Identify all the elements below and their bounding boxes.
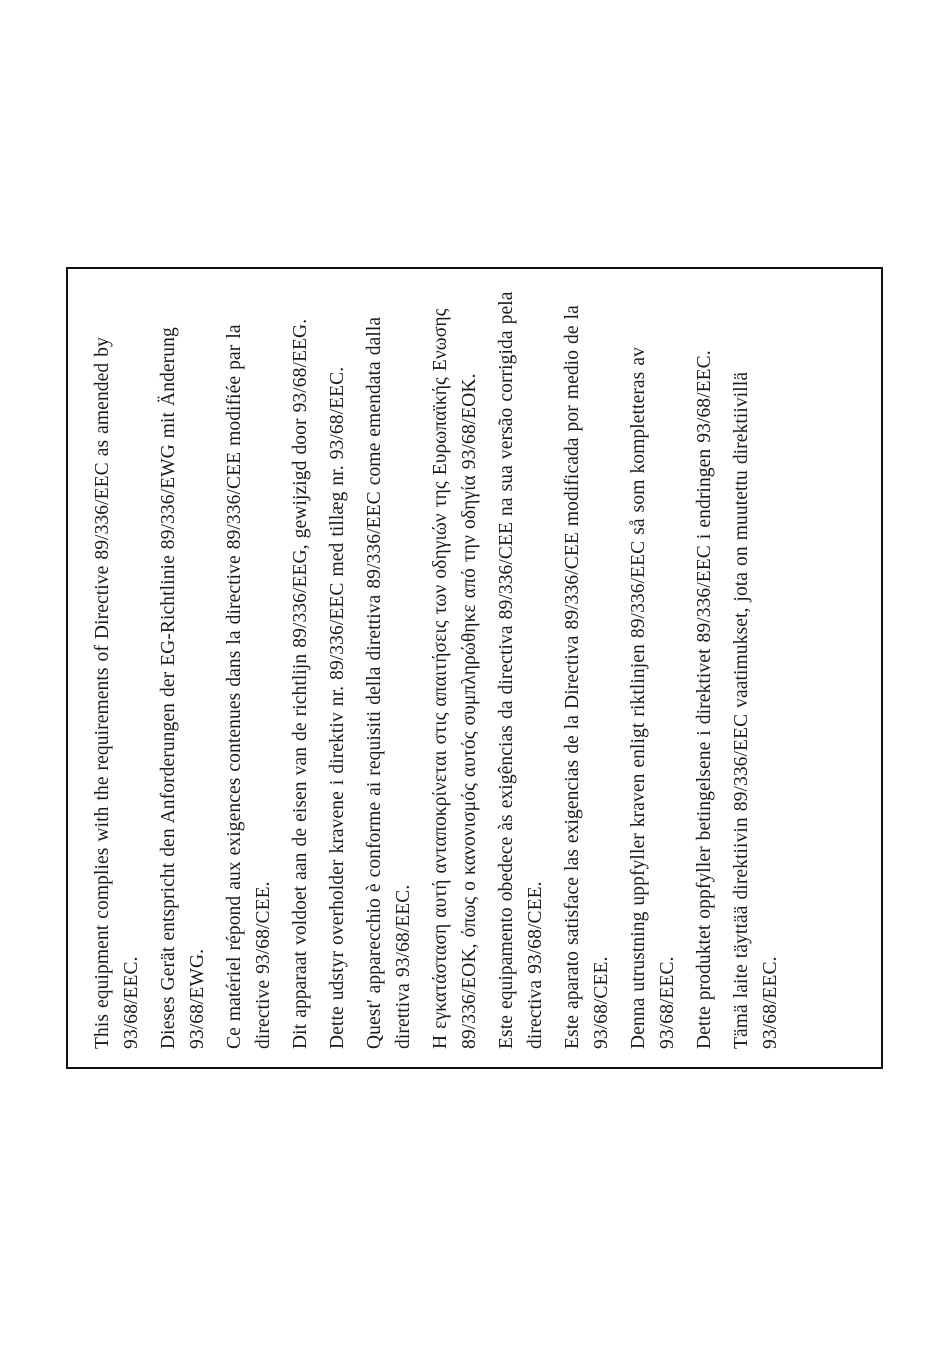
statement-spanish: Este aparato satisface las exigencias de la Directiva 89/336/CEE modificada por medio de la 93/68/CEE. xyxy=(562,305,612,1049)
statement-dutch: Dit apparaat voldoet aan de eisen van de richtlijn 89/336/EEG, gewijzigd door 93/68/EEG. xyxy=(290,318,311,1049)
statement-italian: Quest' apparecchio è conforme ai requisiti della direttiva 89/336/EEC come emendata dalla direttiva 93/68/EEC. xyxy=(364,316,414,1049)
statement-german: Dieses Gerät entspricht den Anforderungen der EG-Richtlinie 89/336/EWG mit Änderung 93/68/EWG. xyxy=(158,327,208,1049)
statement-finnish: Tämä laite täyttää direktiivin 89/336/EEC vaatimukset, jota on muutettu direktiivillä 93/68/EEC. xyxy=(731,371,781,1049)
compliance-notice-box xyxy=(66,267,883,1069)
statement-french: Ce matériel répond aux exigences contenues dans la directive 89/336/CEE modifiée par la directive 93/68/CEE. xyxy=(224,324,274,1049)
statement-swedish: Denna utrustning uppfyller kraven enligt riktlinjen 89/336/EEC så som kompletteras av 93/68/EEC. xyxy=(628,347,678,1049)
statement-danish: Dette udstyr overholder kravene i direktiv nr. 89/336/EEC med tillæg nr. 93/68/EEC. xyxy=(327,366,348,1049)
statement-greek: Η εγκατάσταση αυτή ανταποκρίνεται στις απαιτήσεις των οδηγιών της Ευρωπαϊκής Ενωσης 89/336/ΕΟΚ, όπως ο κανονισμός αυτός συμπληρώθηκε από την οδηγία 93/68/ΕΟΚ. xyxy=(430,308,480,1049)
statement-portuguese: Este equipamento obedece às exigências da directiva 89/336/CEE na sua versão corrigida pela directiva 93/68/CEE. xyxy=(496,291,546,1049)
statement-norwegian: Dette produktet oppfyller betingelsene i direktivet 89/336/EEC i endringen 93/68/EEC. xyxy=(694,350,715,1049)
statement-english: This equipment complies with the requirements of Directive 89/336/EEC as amended by 93/68/EEC. xyxy=(92,337,142,1049)
rotated-text-block xyxy=(88,289,878,1049)
